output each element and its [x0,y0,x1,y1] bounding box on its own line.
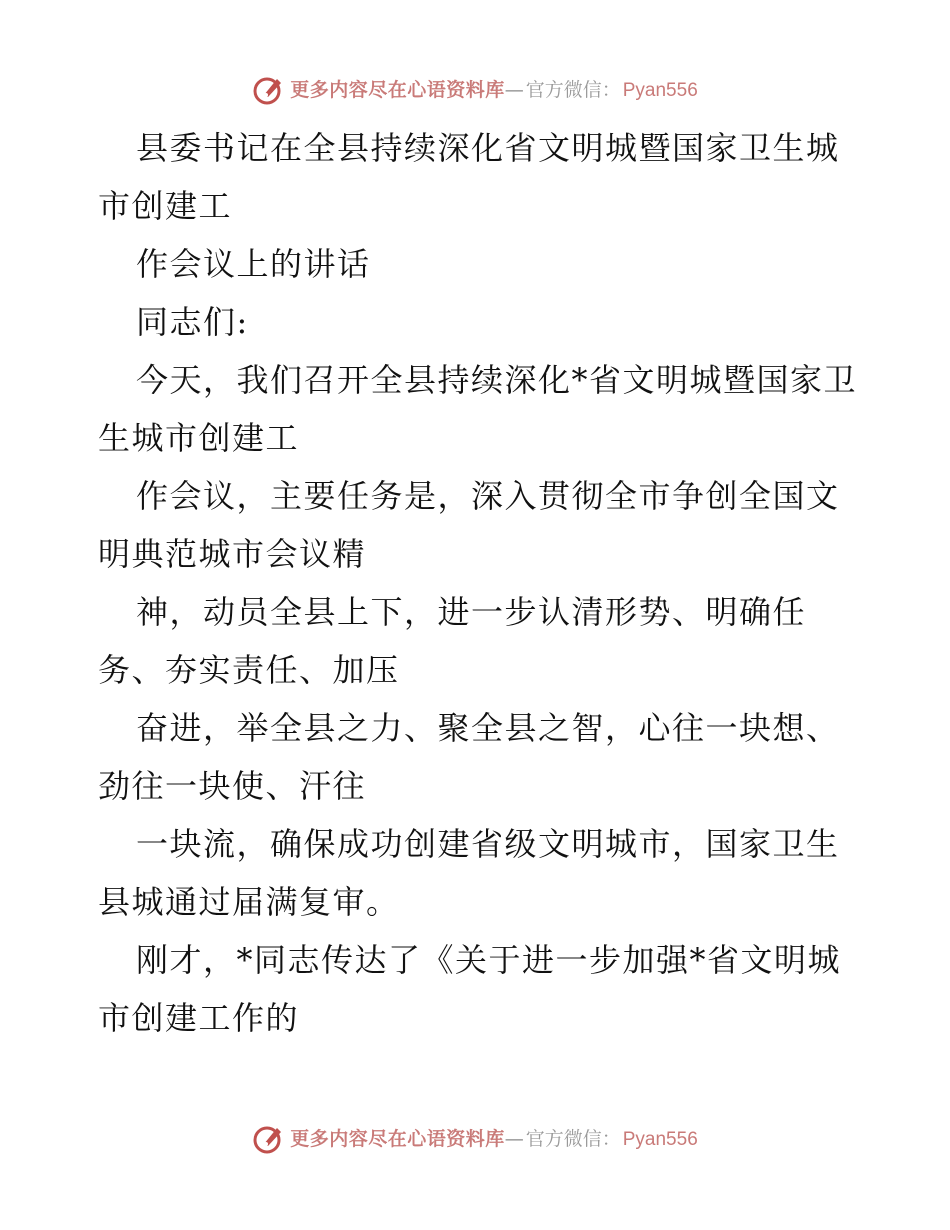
paragraph-salutation: 同志们: [136,303,249,341]
paragraph-title: 县委书记在全县持续深化省文明城暨国家卫生城市创建工 [98,129,840,225]
paragraph-body-6: 刚才，*同志传达了《关于进一步加强*省文明城市创建工作的 [98,941,842,1037]
header-wechat-id: Pyan556 [622,79,698,101]
paragraph-body-1: 今天，我们召开全县持续深化*省文明城暨国家卫生城市创建工 [98,361,858,457]
paragraph-body-2: 作会议，主要任务是，深入贯彻全市争创全国文明典范城市会议精 [98,477,840,573]
paragraph-title-continued: 作会议上的讲话 [136,245,371,283]
header-watermark [0,70,950,110]
paragraph-body-3: 神，动员全县上下，进一步认清形势、明确任务、夯实责任、加压 [98,593,807,689]
header-wechat-label: 官方微信： [525,78,621,101]
footer-watermark [0,1119,950,1159]
header-separator: — [504,78,524,101]
footer-wechat-id: Pyan556 [622,1128,698,1150]
document-body [98,119,858,1047]
footer-separator: — [504,1127,524,1150]
paragraph-body-4: 奋进，举全县之力、聚全县之智，心往一块想、劲往一块使、汗往 [98,709,840,805]
pen-nib-circle-icon [252,1123,284,1155]
footer-wechat-label: 官方微信： [525,1127,621,1150]
paragraph-body-5: 一块流，确保成功创建省级文明城市，国家卫生县城通过届满复审。 [98,825,840,921]
footer-site-name: 更多内容尽在心语资料库 [290,1127,505,1150]
pen-nib-circle-icon [252,74,284,106]
header-site-name: 更多内容尽在心语资料库 [290,78,505,101]
